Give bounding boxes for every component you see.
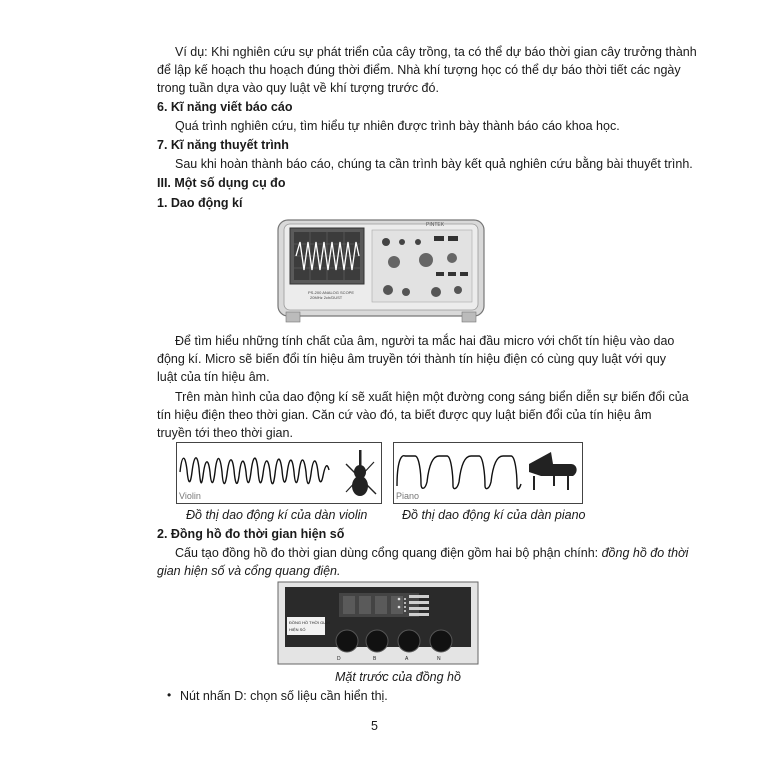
bullet-text: Nút nhấn D: chọn số liệu cần hiển thị. <box>180 689 388 703</box>
clock-caption: Mặt trước của đồng hồ <box>335 670 461 684</box>
violin-caption: Đồ thị dao động kí của dàn violin <box>186 508 368 522</box>
paragraph-text: Cấu tạo đồng hồ đo thời gian dùng cổng quang điện gồm hai bộ phận chính: <box>175 546 602 560</box>
piano-waveform-figure <box>393 442 583 504</box>
subsection-heading: 2. Đồng hồ đo thời gian hiện số <box>157 527 345 541</box>
digital-clock-image <box>277 581 479 665</box>
paragraph-line: Ví dụ: Khi nghiên cứu sự phát triển của cây trồng, ta có thể dự báo thời gian cây trưởng thành <box>175 45 697 59</box>
paragraph-line: tín hiệu điện theo thời gian. Căn cứ vào đó, ta biết được quy luật biến đổi của tín hiệu âm <box>157 408 652 422</box>
piano-caption: Đồ thị dao động kí của dàn piano <box>402 508 586 522</box>
knob-label: A <box>405 656 409 662</box>
section-heading: 7. Kĩ năng thuyết trình <box>157 138 289 152</box>
paragraph-line: gian hiện số và cổng quang điện. <box>157 564 341 578</box>
violin-label: Violin <box>179 491 201 501</box>
paragraph-line: truyền tới theo thời gian. <box>157 426 293 440</box>
clock-panel-label-sub: HIỆN SỐ <box>289 627 306 632</box>
paragraph-line: Quá trình nghiên cứu, tìm hiểu tự nhiên được trình bày thành báo cáo khoa học. <box>175 119 620 133</box>
oscilloscope-model-sub: 20MHz 2ch/DUST <box>310 295 343 300</box>
paragraph-italic: đồng hồ đo thời <box>601 546 689 560</box>
paragraph-line: trong tuần dựa vào quy luật về khí tượng trước đó. <box>157 81 439 95</box>
oscilloscope-image <box>276 212 488 324</box>
oscilloscope-model: PS-200 ANALOG SCOPE <box>308 290 355 295</box>
paragraph-line: Sau khi hoàn thành báo cáo, chúng ta cần trình bày kết quả nghiên cứu bằng bài thuyết trình. <box>175 157 693 171</box>
paragraph-line: động kí. Micro sẽ biến đổi tín hiệu âm truyền tới thành tín hiệu điện có cùng quy luật với quy <box>157 352 667 366</box>
knob-label: B <box>373 656 377 662</box>
piano-label: Piano <box>396 491 420 501</box>
knob-label: N <box>437 656 441 662</box>
oscilloscope-brand: PINTEK <box>426 222 445 228</box>
part-heading: III. Một số dụng cụ đo <box>157 176 286 190</box>
page-number: 5 <box>371 719 378 733</box>
violin-waveform-figure <box>176 442 382 504</box>
subsection-heading: 1. Dao động kí <box>157 196 243 210</box>
bullet-marker: • <box>167 688 172 702</box>
clock-panel-label: ĐỒNG HỒ THỜI GIAN <box>289 620 330 625</box>
paragraph-line: luật của tín hiệu âm. <box>157 370 270 384</box>
paragraph-line: Để tìm hiểu những tính chất của âm, người ta mắc hai đầu micro với chốt tín hiệu vào dao <box>175 334 675 348</box>
section-heading: 6. Kĩ năng viết báo cáo <box>157 100 293 114</box>
paragraph-line: để lập kế hoạch thu hoạch đúng thời điểm. Nhà khí tượng học có thể dự báo thời tiết các ngày <box>157 63 681 77</box>
knob-label: D <box>337 656 341 662</box>
paragraph-line <box>175 545 688 561</box>
oscilloscope-drawing <box>276 212 488 324</box>
paragraph-line: Trên màn hình của dao động kí sẽ xuất hiện một đường cong sáng biển diễn sự biến đổi của <box>175 390 689 404</box>
